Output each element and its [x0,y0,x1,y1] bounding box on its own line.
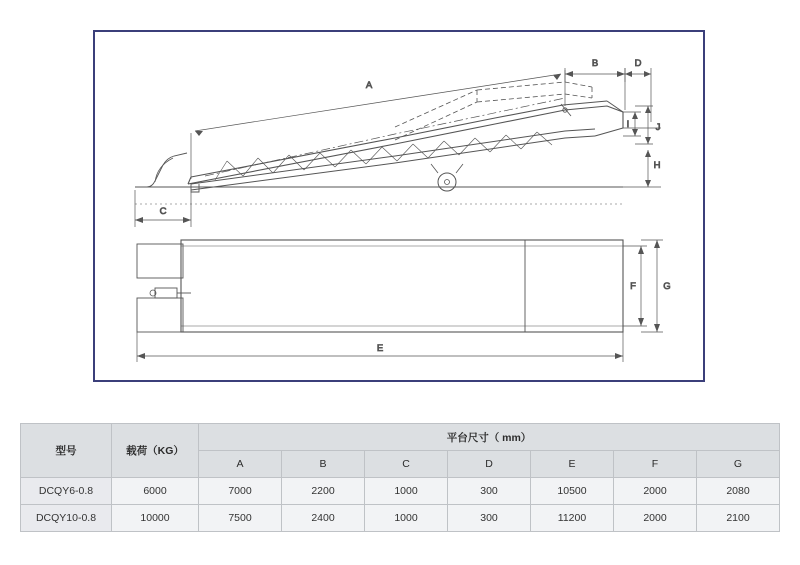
transport-wheel [438,173,456,191]
cell-F: 2000 [614,478,697,505]
dimension-A [191,70,565,179]
table-body [21,478,780,532]
main-beam-upper [191,129,595,184]
specification-table [20,423,780,532]
cell-B: 2400 [282,505,365,532]
table-row [21,505,780,532]
cell-E: 10500 [531,478,614,505]
dimension-label-D: D [634,58,642,69]
dimension-G [641,240,663,332]
wheel-mounting-arms [431,164,463,173]
upper-platform-outline [565,106,623,136]
dimension-label-E: E [376,343,384,354]
dimension-label-H: H [653,160,661,171]
dimension-label-F: F [630,281,636,292]
cell-E: 11200 [531,505,614,532]
wheel-hub [445,180,450,185]
dimension-label-J: J [655,122,661,133]
ramp-drawing-svg [95,32,703,380]
plan-pump-unit [155,288,177,298]
cell-D: 300 [448,478,531,505]
cell-model: DCQY10-0.8 [21,505,112,532]
cell-load: 10000 [112,505,199,532]
dimension-label-A: A [365,80,373,91]
upper-platform-top-edge [563,101,607,105]
cell-load: 6000 [112,478,199,505]
plan-main-body [181,240,623,332]
cell-C: 1000 [365,505,448,532]
curb-profile [135,153,187,187]
plan-left-lower-outrigger [137,298,183,332]
dimension-label-I: I [626,119,630,130]
subheader-E: E [531,451,614,478]
technical-drawing-panel [93,30,705,382]
dimension-label-B: B [591,58,599,69]
header-platform-size: 平台尺寸（ mm） [199,424,780,451]
left-support-foot [191,184,199,192]
cell-C: 1000 [365,478,448,505]
truss-web-members [215,132,552,180]
ramp-deck-upper-edge [191,105,563,177]
subheader-D: D [448,451,531,478]
dimension-D [625,68,651,122]
cell-A: 7500 [199,505,282,532]
cell-B: 2200 [282,478,365,505]
subheader-A: A [199,451,282,478]
header-load: 载荷（KG） [112,424,199,478]
cell-A: 7000 [199,478,282,505]
subheader-G: G [697,451,780,478]
dimension-H [623,128,661,187]
header-model: 型号 [21,424,112,478]
dimension-label-G: G [663,281,671,292]
subheader-C: C [365,451,448,478]
left-roller-arc [155,158,173,182]
plan-left-upper-outrigger [137,244,183,278]
table-header-row [21,424,780,451]
cell-model: DCQY6-0.8 [21,478,112,505]
cell-G: 2100 [697,505,780,532]
table-head [21,424,780,478]
ramp-deck-lower-edge [188,110,565,184]
cell-F: 2000 [614,505,697,532]
cell-G: 2080 [697,478,780,505]
table-row [21,478,780,505]
subheader-B: B [282,451,365,478]
cell-D: 300 [448,505,531,532]
dimension-label-C: C [159,206,167,217]
subheader-F: F [614,451,697,478]
